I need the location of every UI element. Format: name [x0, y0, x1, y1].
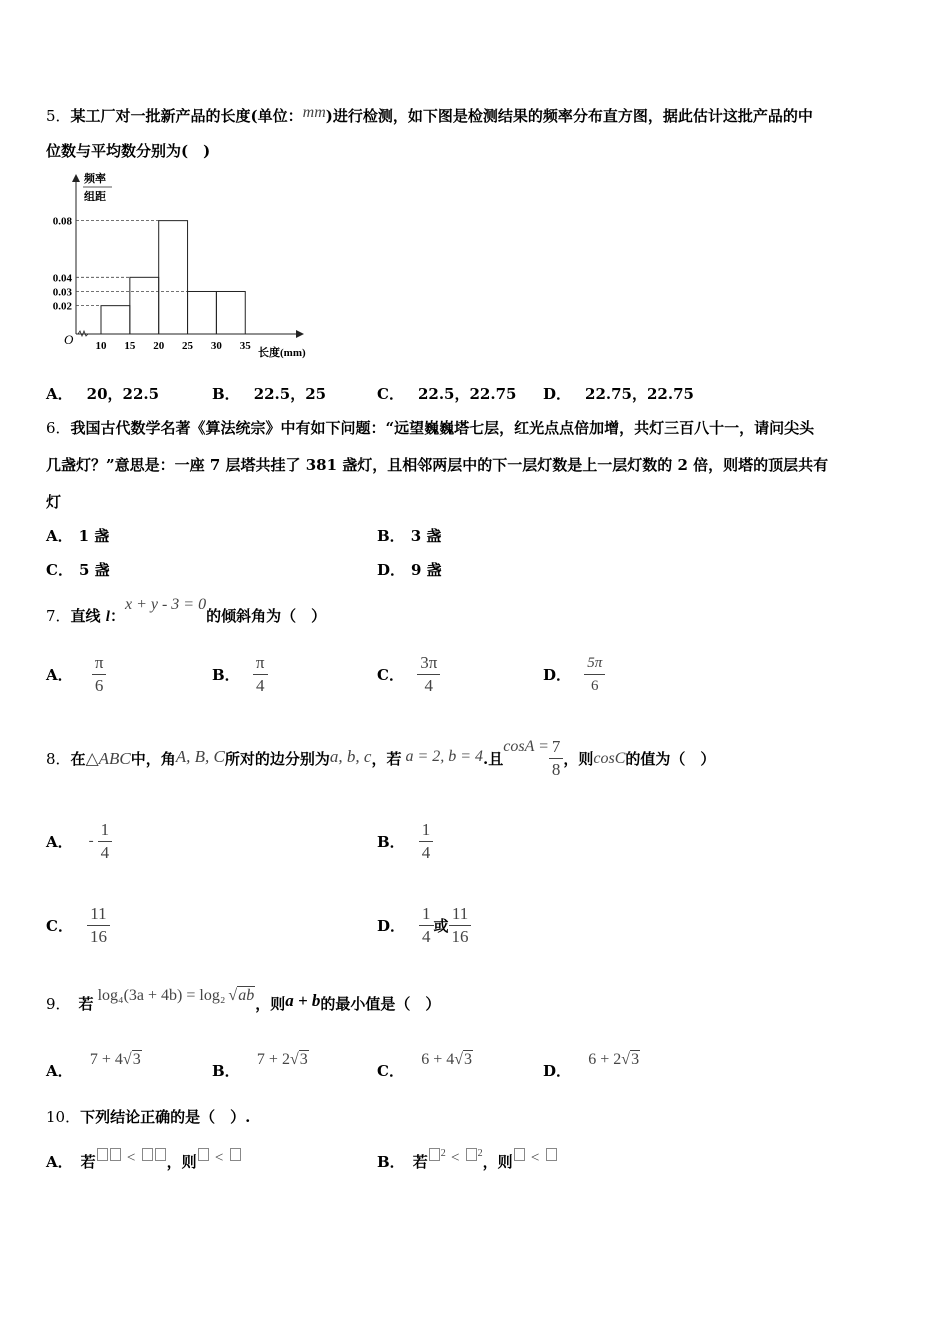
y-tick-label: 0.03 [52, 286, 72, 299]
x-tick-label: 20 [153, 340, 165, 352]
y-tick-label: 0.02 [52, 300, 72, 313]
q7-option-c[interactable]: C． $\frac{3\pi}{4}$ [377, 653, 440, 696]
q7-equation: x + y - 3 = 0 [124, 596, 207, 613]
bar-15-20 [130, 277, 159, 334]
q5-unit: mm [302, 104, 326, 121]
bar-25-30 [188, 291, 217, 334]
q7-line: 7．直线 l：x + y - 3 = 0的倾斜角为（ ） [46, 596, 327, 625]
q10-line: 10．下列结论正确的是（ ）. [46, 1108, 251, 1126]
q8-option-b[interactable]: B． $\frac{1}{4}$ [377, 820, 433, 863]
bar-30-35 [216, 291, 245, 334]
q8-option-d[interactable]: D． $\frac{1}{4}$ 或 $\frac{11}{16}$ [377, 904, 472, 947]
q6-line-3: 灯 [46, 493, 62, 511]
y-label-bottom: 组距 [84, 191, 106, 203]
q6-option-c[interactable]: C． 5 盏 [46, 561, 110, 579]
bar-10-15 [101, 306, 130, 334]
q6-option-a[interactable]: A． 1 盏 [46, 527, 110, 545]
histogram [40, 168, 330, 364]
bar-20-25 [159, 221, 188, 334]
q7-option-d[interactable]: D． $\frac{5\pi}{6}$ [543, 653, 605, 696]
q8-option-c[interactable]: C． $\frac{11}{16}$ [46, 904, 110, 947]
x-tick-label: 15 [124, 340, 136, 352]
q6-option-d[interactable]: D． 9 盏 [377, 561, 442, 579]
q6-option-b[interactable]: B． 3 盏 [377, 527, 442, 545]
q9-option-a[interactable]: A． 7 + 4√3 [46, 1051, 141, 1080]
origin-label: O [64, 332, 74, 347]
q9-option-c[interactable]: C． 6 + 4√3 [377, 1051, 472, 1080]
q7-option-b[interactable]: B． $\frac{\pi}{4}$ [212, 653, 268, 696]
q7-option-a[interactable]: A． $\frac{\pi}{6}$ [46, 653, 106, 696]
q10-option-a[interactable]: A． 若 < ，则 < [46, 1151, 242, 1172]
q5-option-a[interactable]: A． 20，22.5 [46, 385, 160, 403]
q5-number: 5． [46, 107, 71, 125]
x-axis-label: 长度(mm) [258, 347, 306, 359]
q9-option-d[interactable]: D． 6 + 2√3 [543, 1051, 640, 1080]
q8-option-a[interactable]: A． - $\frac{1}{4}$ [46, 820, 112, 863]
q6-line-1: 6．我国古代数学名著《算法统宗》中有如下问题：“远望巍巍塔七层，红光点点倍加增，共灯三百八十一，请问尖头 [46, 419, 815, 437]
y-tick-label: 0.08 [52, 215, 72, 228]
x-tick-label: 10 [95, 340, 107, 352]
q5-line-2: 位数与平均数分别为( ) [46, 142, 211, 160]
q8-line: 8． 在 △ABC 中，角 A, B, C 所对的边分别为 a, b, c ，若 a = 2, b = 4 .且 cosA = $\frac{7}{8}$ ，则 cosC 的值为（ ） [46, 737, 716, 779]
x-tick-label: 30 [210, 340, 222, 352]
x-tick-label: 35 [239, 340, 251, 352]
q5-option-b[interactable]: B． 22.5，25 [212, 385, 327, 403]
q9-line: 9． 若 log₄(3a + 4b) = log₂ √ab ，则 a + b 的最小值是（ ） [46, 986, 441, 1013]
q5-option-d[interactable]: D． 22.75，22.75 [543, 385, 694, 403]
x-tick-label: 25 [182, 340, 194, 352]
q10-option-b[interactable]: B． 若 $^2$ < $^2$，则 < [377, 1151, 558, 1172]
q9-option-b[interactable]: B． 7 + 2√3 [212, 1051, 308, 1080]
q5-option-c[interactable]: C． 22.5，22.75 [377, 385, 517, 403]
q6-line-2: 几盏灯？”意思是：一座 7 层塔共挂了 381 盏灯，且相邻两层中的下一层灯数是上一层灯数的 2 倍，则塔的顶层共有 [46, 456, 829, 474]
q5-line-1: 5．某工厂对一批新产品的长度(单位：mm)进行检测，如下图是检测结果的频率分布直方图，据此估计这批产品的中 [46, 104, 813, 125]
y-label-top: 频率 [84, 173, 106, 185]
y-tick-label: 0.04 [52, 272, 72, 285]
